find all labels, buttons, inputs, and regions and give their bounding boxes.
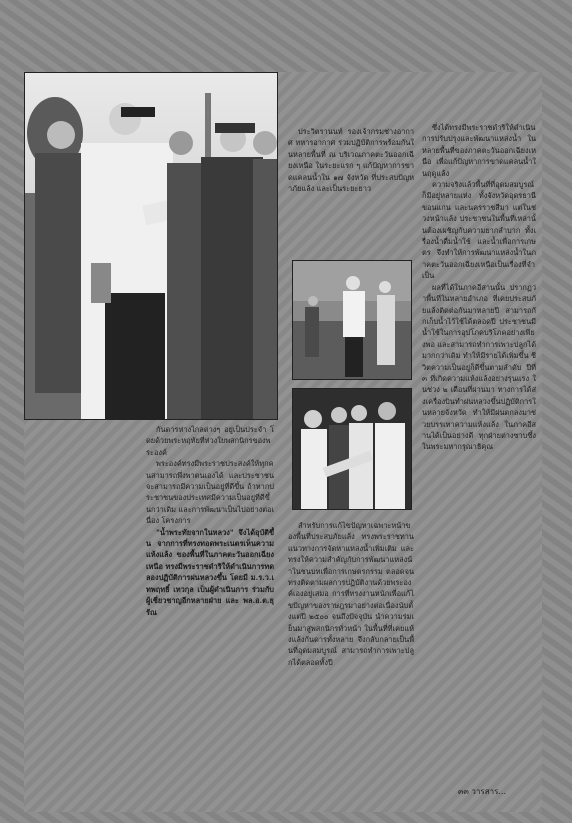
page-footer: ๓๓ วารสาร... bbox=[457, 787, 506, 796]
paragraph: กันดารห่างไกลต่างๆ อยู่เป็นประจำ โดยด้วยพระหฤทัยที่ห่วงใยพสกนิกรของพระองค์ bbox=[146, 425, 274, 457]
small-photo-bottom-scene bbox=[293, 389, 411, 509]
small-photo-bottom bbox=[292, 388, 412, 510]
small-photo-top bbox=[292, 260, 412, 380]
paragraph: ความจริงแล้วพื้นที่ที่อุดมสมบูรณ์ ก็มีอยู่หลายแห่ง ทั้งจังหวัดอุดรธานี ขอนแก่น และนครราชสีมา แต่ในช่วงหน้าแล้ง ประชาชนในพื้นที่เหล่านั้นต้องเผชิญกับความยากลำบาก ทั้งเรื่องน้ำดื่มน้ำใช้ และน้ำเพื่อการเกษตร จึงทำให้การพัฒนาแหล่งน้ำในภาคตะวันออกเฉียงเหนือเป็นเรื่องที่จำเป็น bbox=[422, 180, 536, 281]
text-column-left bbox=[146, 424, 274, 796]
paragraph: ผลที่ได้ในภาคอีสานนั้น ปรากฏว่าพื้นที่ในหลายอำเภอ ที่เคยประสบภัยแล้งติดต่อกันมาหลายปี สามารถกักเก็บน้ำไว้ใช้ได้ตลอดปี ประชาชนมีน้ำใช้ในการอุปโภคบริโภคอย่างเพียงพอ และสามารถทำการเพาะปลูกได้มากกว่าเดิม ทำให้มีรายได้เพิ่มขึ้น ชีวิตความเป็นอยู่ก็ดีขึ้นตามลำดับ ปีที่ ๓ ที่เกิดความแห้งแล้งอย่างรุนแรง ในช่วง ๒ เดือนที่ผ่านมา ทางการได้ส่งเครื่องบินทำฝนหลวงขึ้นปฏิบัติการในหลายจังหวัด ทำให้มีฝนตกลงมาช่วยบรรเทาความแห้งแล้ง ในภาคอีสานได้เป็นอย่างดี ทุกฝ่ายต่างซาบซึ้งในพระมหากรุณาธิคุณ bbox=[422, 282, 536, 452]
paragraph-highlight: "น้ำพระทัยจากในหลวง" จึงได้อุบัติขึ้น จากการที่ทรงทอดพระเนตรเห็นความแห้งแล้ง ของพื้นที่ในภาคตะวันออกเฉียงเหนือ ทรงมีพระราชดำริให้ดำเนินการทดลองปฏิบัติการฝนหลวงขึ้น โดยมี ม.ร.ว.เทพฤทธิ์ เทวกุล เป็นผู้ดำเนินการ ร่วมกับผู้เชี่ยวชาญอีกหลายฝ่าย และ พล.อ.ต.ธุรัณ bbox=[146, 527, 274, 617]
main-photo-scene bbox=[25, 73, 277, 419]
paragraph: ประวิตรานนท์ รองเจ้ากรมช่างอากาศ ทหารอากาศ ร่วมปฏิบัติการพร้อมกันในหลายพื้นที่ ณ บริเวณภาคตะวันออกเฉียงเหนือ ในระยะแรก ๆ แก้ปัญหาการขาดแคลนน้ำใน ๑๗ จังหวัด ที่ประสบปัญหาภัยแล้ง และเป็นระยะยาว bbox=[288, 127, 414, 194]
paragraph: ซึ่งได้ทรงมีพระราชดำริให้ดำเนินการปรับปรุงและพัฒนาแหล่งน้ำ ในหลายพื้นที่ของภาคตะวันออกเฉียงเหนือ เพื่อแก้ปัญหาการขาดแคลนน้ำในฤดูแล้ง bbox=[422, 123, 536, 178]
paragraph: สำหรับการแก้ไขปัญหาเฉพาะหน้าของพื้นที่ประสบภัยแล้ง ทรงพระราชทานแนวทางการจัดหาแหล่งน้ำเพิ่มเติม และทรงให้ความสำคัญกับการพัฒนาแหล่งน้ำในชนบทเพื่อการเกษตรกรรม ตลอดจนทรงติดตามผลการปฏิบัติงานด้วยพระองค์เองอยู่เสมอ การที่ทรงงานหนักเพื่อแก้ไขปัญหาของราษฎรมาอย่างต่อเนื่องนับตั้งแต่ปี ๒๕๐๐ จนถึงปัจจุบัน นำความร่มเย็นมาสู่พสกนิกรทั่วหน้า ในพื้นที่ที่เคยแห้งแล้งกันดารทั้งหลาย จึงกลับกลายเป็นพื้นที่อุดมสมบูรณ์ สามารถทำการเพาะปลูกได้ตลอดทั้งปี bbox=[288, 521, 414, 667]
text-column-right bbox=[422, 122, 536, 786]
text-column-middle-bottom bbox=[288, 520, 414, 806]
small-photo-top-scene bbox=[293, 261, 411, 379]
paragraph: พระองค์ทรงมีพระราชประสงค์ให้ทุกคนสามารถพึ่งพาตนเองได้ และประชาชนจะสามารถมีความเป็นอยู่ที่ดีขึ้น ถ้าหากประชาชนของประเทศมีความเป็นอยู่ที่ดีขึ้นกว่าเดิม และการพัฒนาเป็นไปอย่างต่อเนื่อง โครงการ bbox=[146, 459, 274, 526]
text-column-middle-top bbox=[288, 126, 414, 252]
magazine-page bbox=[24, 72, 542, 812]
main-photo bbox=[24, 72, 278, 420]
